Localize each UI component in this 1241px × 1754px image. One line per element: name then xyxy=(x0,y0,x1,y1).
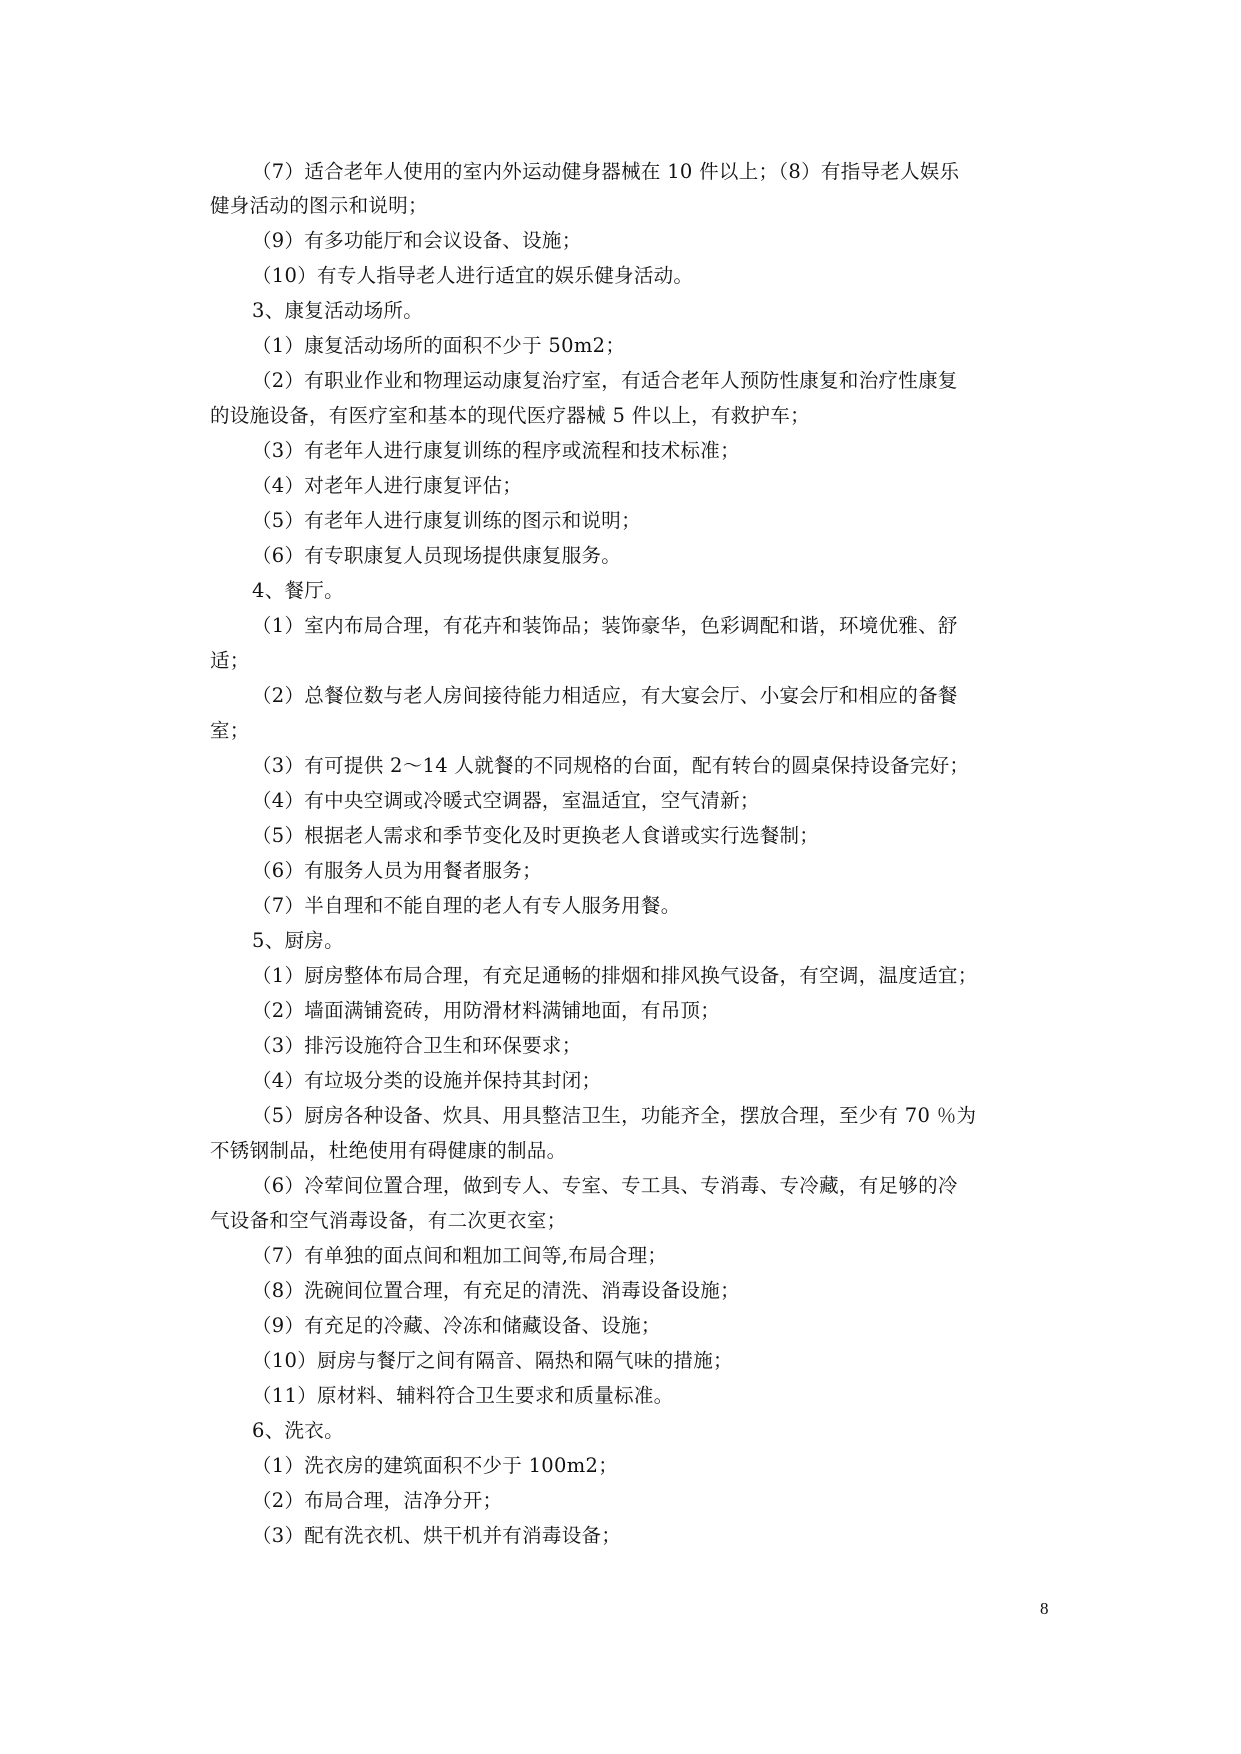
text-line: （2）总餐位数与老人房间接待能力相适应，有大宴会厅、小宴会厅和相应的备餐 xyxy=(252,684,958,707)
text-line: （1）厨房整体布局合理，有充足通畅的排烟和排风换气设备，有空调，温度适宜； xyxy=(252,964,978,987)
text-line: （7）半自理和不能自理的老人有专人服务用餐。 xyxy=(252,894,681,917)
text-line: （9）有充足的冷藏、冷冻和储藏设备、设施； xyxy=(252,1314,661,1337)
text-line: （1）康复活动场所的面积不少于 50m2； xyxy=(252,334,626,357)
text-line: （6）冷荤间位置合理，做到专人、专室、专工具、专消毒、专冷藏，有足够的冷 xyxy=(252,1174,958,1197)
text-line: （10）有专人指导老人进行适宜的娱乐健身活动。 xyxy=(252,264,694,287)
section-heading: 3、康复活动场所。 xyxy=(252,299,424,322)
text-line: （3）配有洗衣机、烘干机并有消毒设备； xyxy=(252,1524,622,1547)
text-line: 不锈钢制品，杜绝使用有碍健康的制品。 xyxy=(210,1139,567,1162)
text-line: （4）有中央空调或冷暖式空调器，室温适宜，空气清新； xyxy=(252,789,760,812)
text-line: （5）根据老人需求和季节变化及时更换老人食谱或实行选餐制； xyxy=(252,824,820,847)
text-line: （2）墙面满铺瓷砖，用防滑材料满铺地面，有吊顶； xyxy=(252,999,721,1022)
text-line: （3）有可提供 2～14 人就餐的不同规格的台面，配有转台的圆桌保持设备完好； xyxy=(252,754,970,777)
page-number: 8 xyxy=(1040,1599,1049,1618)
text-line: （8）洗碗间位置合理，有充足的清洗、消毒设备设施； xyxy=(252,1279,740,1302)
text-line: （3）排污设施符合卫生和环保要求； xyxy=(252,1034,582,1057)
text-line: （5）有老年人进行康复训练的图示和说明； xyxy=(252,509,641,532)
section-heading: 6、洗衣。 xyxy=(252,1419,344,1442)
text-line: （2）有职业作业和物理运动康复治疗室，有适合老年人预防性康复和治疗性康复 xyxy=(252,369,958,392)
text-line: （7）适合老年人使用的室内外运动健身器械在 10 件以上；（8）有指导老人娱乐 xyxy=(252,160,960,183)
text-line: （7）有单独的面点间和粗加工间等,布局合理； xyxy=(252,1244,668,1267)
text-line: （9）有多功能厅和会议设备、设施； xyxy=(252,229,582,252)
text-line: （4）有垃圾分类的设施并保持其封闭； xyxy=(252,1069,602,1092)
text-line: 气设备和空气消毒设备，有二次更衣室； xyxy=(210,1209,567,1232)
text-line: （1）洗衣房的建筑面积不少于 100m2； xyxy=(252,1454,619,1477)
text-line: （6）有专职康复人员现场提供康复服务。 xyxy=(252,544,622,567)
section-heading: 5、厨房。 xyxy=(252,929,344,952)
text-line: （3）有老年人进行康复训练的程序或流程和技术标准； xyxy=(252,439,740,462)
text-line: （6）有服务人员为用餐者服务； xyxy=(252,859,542,882)
text-line: （4）对老年人进行康复评估； xyxy=(252,474,523,497)
text-line: 适； xyxy=(210,649,250,672)
text-line: 健身活动的图示和说明； xyxy=(210,194,428,217)
text-line: （2）布局合理，洁净分开； xyxy=(252,1489,503,1512)
text-line: 的设施设备，有医疗室和基本的现代医疗器械 5 件以上，有救护车； xyxy=(210,404,810,427)
text-line: （1）室内布局合理，有花卉和装饰品；装饰豪华，色彩调配和谐，环境优雅、舒 xyxy=(252,614,958,637)
section-heading: 4、餐厅。 xyxy=(252,579,344,602)
text-line: （11）原材料、辅料符合卫生要求和质量标准。 xyxy=(252,1384,674,1407)
text-line: 室； xyxy=(210,719,250,742)
text-line: （10）厨房与餐厅之间有隔音、隔热和隔气味的措施； xyxy=(252,1349,733,1372)
text-line: （5）厨房各种设备、炊具、用具整洁卫生，功能齐全，摆放合理，至少有 70 ％为 xyxy=(252,1104,977,1127)
